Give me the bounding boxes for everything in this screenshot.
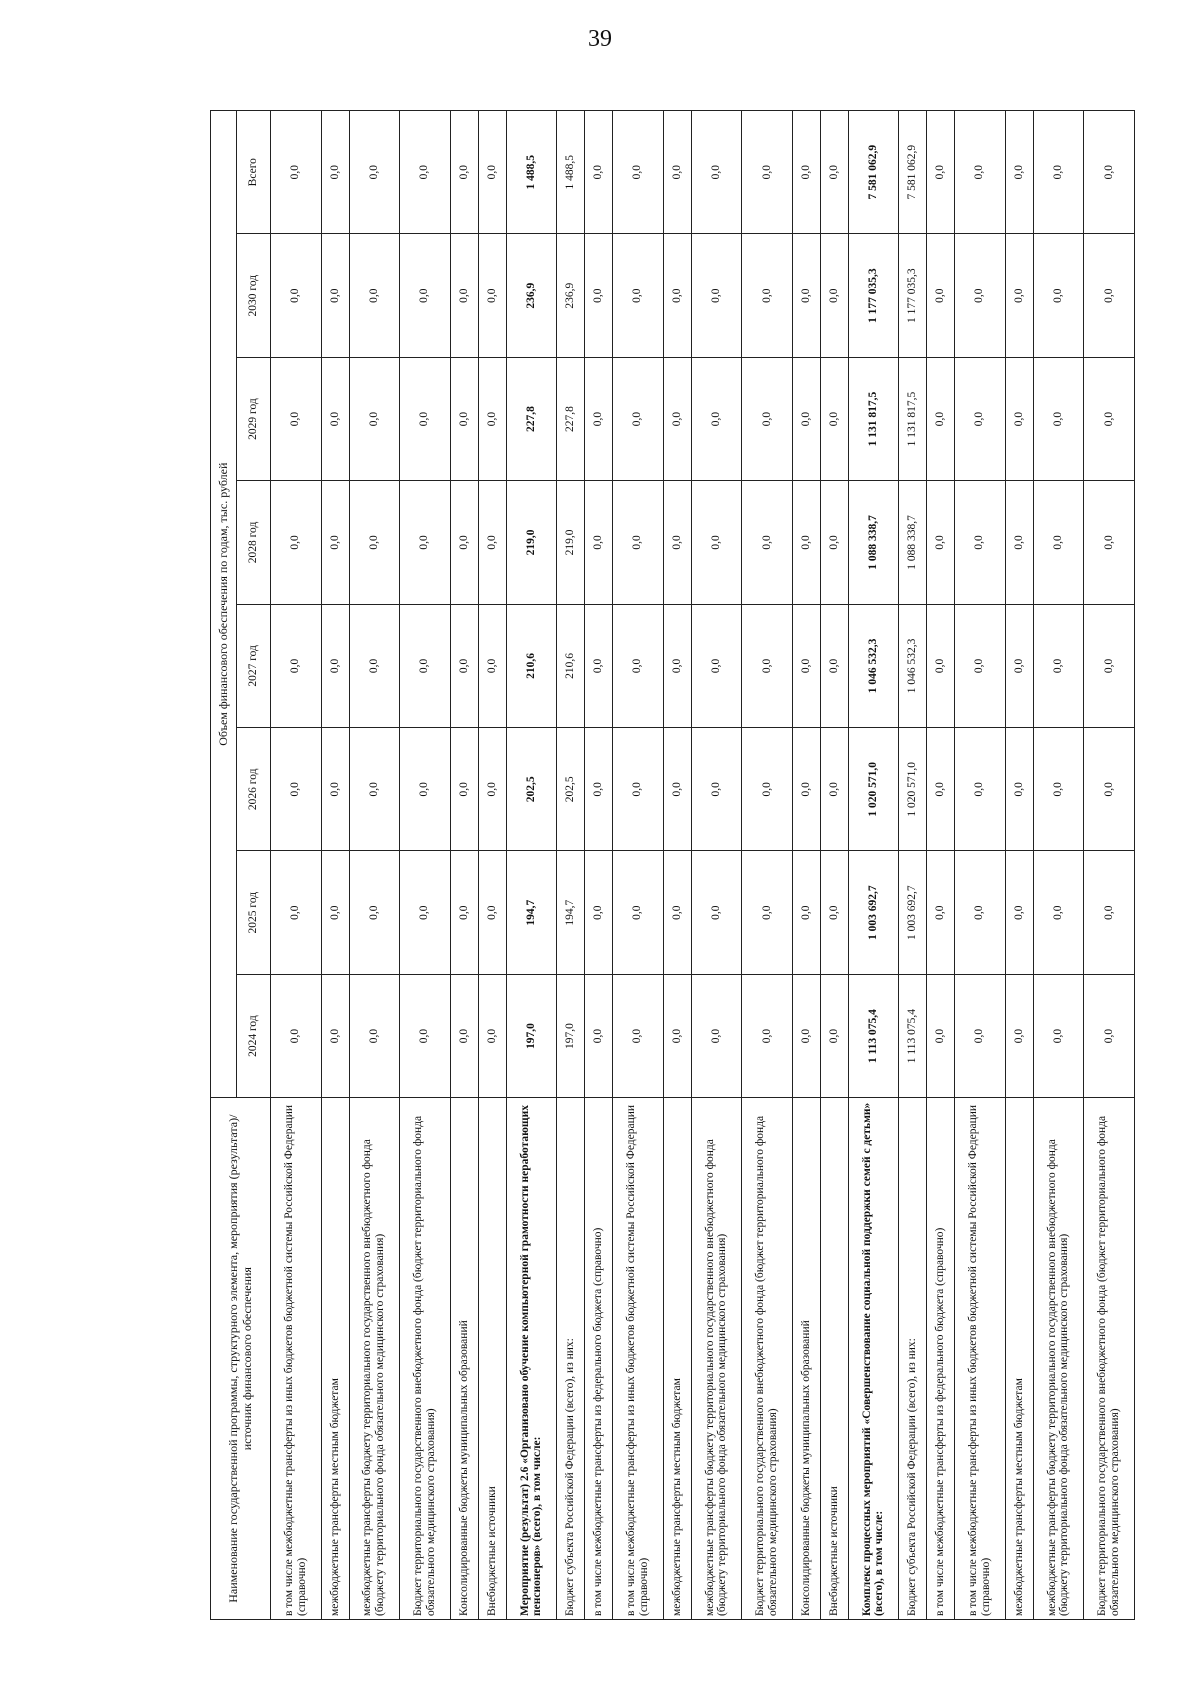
row-value: 0,0: [955, 974, 1006, 1097]
row-value: 0,0: [585, 357, 613, 480]
row-value: 0,0: [663, 481, 691, 604]
row-value: 0,0: [321, 728, 349, 851]
row-value: 236,9: [557, 234, 585, 357]
row-value: 0,0: [613, 234, 664, 357]
row-value: 0,0: [613, 111, 664, 234]
row-value: 7 581 062,9: [848, 111, 899, 234]
table-row: [848, 111, 899, 1620]
table-body: [271, 111, 1135, 1620]
table-row: [820, 111, 848, 1620]
row-value: 0,0: [450, 851, 478, 974]
header-financing-group: Объем финансового обеспечения по годам, тыс. рублей: [211, 111, 237, 1098]
header-year: 2026 год: [237, 728, 271, 851]
row-value: 1 046 532,3: [899, 604, 927, 727]
row-name: межбюджетные трансферты местным бюджетам: [1005, 1098, 1033, 1620]
row-value: 0,0: [1005, 728, 1033, 851]
row-value: 0,0: [820, 234, 848, 357]
row-value: 0,0: [1084, 728, 1135, 851]
table-row: [1005, 111, 1033, 1620]
table-row: [506, 111, 557, 1620]
row-value: 0,0: [1033, 604, 1084, 727]
row-value: 0,0: [1033, 974, 1084, 1097]
row-value: 0,0: [1005, 851, 1033, 974]
row-value: 0,0: [1084, 357, 1135, 480]
row-value: 0,0: [742, 111, 793, 234]
row-value: 202,5: [506, 728, 557, 851]
row-value: 0,0: [1084, 111, 1135, 234]
rotated-table-container: [210, 110, 1135, 1620]
header-year: Всего: [237, 111, 271, 234]
row-value: 0,0: [271, 481, 322, 604]
row-value: 0,0: [691, 357, 742, 480]
table-row: [742, 111, 793, 1620]
row-value: 0,0: [1033, 851, 1084, 974]
row-value: 0,0: [792, 357, 820, 480]
row-name: в том числе межбюджетные трансферты из федерального бюджета (справочно): [585, 1098, 613, 1620]
row-name: Мероприятие (результат) 2.6 «Организовано обучение компьютерной грамотности неработающих пенсионеров» (всего), в том числе:: [506, 1098, 557, 1620]
table-row: [792, 111, 820, 1620]
table-row: [557, 111, 585, 1620]
row-value: 0,0: [792, 234, 820, 357]
row-value: 0,0: [349, 234, 400, 357]
row-value: 0,0: [1005, 974, 1033, 1097]
row-value: 0,0: [927, 974, 955, 1097]
header-name-column: Наименование государственной программы, структурного элемента, мероприятия (результата)/источник финансового обеспечения: [211, 1098, 271, 1620]
row-value: 0,0: [349, 851, 400, 974]
row-value: 0,0: [450, 234, 478, 357]
row-value: 0,0: [613, 851, 664, 974]
row-value: 0,0: [613, 357, 664, 480]
row-value: 0,0: [820, 728, 848, 851]
row-value: 0,0: [478, 111, 506, 234]
row-value: 0,0: [321, 851, 349, 974]
row-name: межбюджетные трансферты местным бюджетам: [321, 1098, 349, 1620]
table-row: [585, 111, 613, 1620]
row-value: 0,0: [820, 111, 848, 234]
row-value: 0,0: [400, 481, 451, 604]
rotated-table: [210, 110, 1135, 1620]
row-value: 0,0: [1005, 604, 1033, 727]
row-value: 0,0: [820, 851, 848, 974]
table-row: [1033, 111, 1084, 1620]
row-value: 0,0: [1033, 481, 1084, 604]
table-row: [899, 111, 927, 1620]
row-value: 1 020 571,0: [848, 728, 899, 851]
row-value: 0,0: [792, 974, 820, 1097]
row-value: 0,0: [820, 357, 848, 480]
row-value: 1 046 532,3: [848, 604, 899, 727]
row-value: 0,0: [478, 728, 506, 851]
row-name: в том числе межбюджетные трансферты из федерального бюджета (справочно): [927, 1098, 955, 1620]
row-value: 1 088 338,7: [899, 481, 927, 604]
row-value: 0,0: [927, 357, 955, 480]
table-row: [450, 111, 478, 1620]
row-value: 0,0: [349, 604, 400, 727]
row-name: Бюджет территориального государственного внебюджетного фонда (бюджет территориального фонда обязательного медицинского страхования): [742, 1098, 793, 1620]
row-value: 0,0: [450, 604, 478, 727]
header-year: 2027 год: [237, 604, 271, 727]
row-value: 0,0: [271, 851, 322, 974]
row-value: 1 488,5: [506, 111, 557, 234]
row-name: Бюджет территориального государственного внебюджетного фонда (бюджет территориального фонда обязательного медицинского страхования): [400, 1098, 451, 1620]
table-row: [478, 111, 506, 1620]
row-value: 0,0: [955, 234, 1006, 357]
row-value: 0,0: [663, 111, 691, 234]
row-value: 0,0: [585, 481, 613, 604]
financing-table: [210, 110, 1135, 1620]
row-value: 0,0: [742, 357, 793, 480]
header-year: 2030 год: [237, 234, 271, 357]
row-value: 0,0: [400, 111, 451, 234]
row-value: 0,0: [663, 728, 691, 851]
row-value: 0,0: [1033, 357, 1084, 480]
row-name: Внебюджетные источники: [478, 1098, 506, 1620]
row-value: 197,0: [557, 974, 585, 1097]
row-value: 0,0: [450, 357, 478, 480]
row-value: 210,6: [506, 604, 557, 727]
row-value: 0,0: [349, 481, 400, 604]
row-value: 0,0: [585, 234, 613, 357]
row-value: 227,8: [557, 357, 585, 480]
row-name: Бюджет территориального государственного внебюджетного фонда (бюджет территориального фонда обязательного медицинского страхования): [1084, 1098, 1135, 1620]
row-value: 0,0: [585, 111, 613, 234]
table-row: [349, 111, 400, 1620]
row-value: 0,0: [742, 604, 793, 727]
row-value: 197,0: [506, 974, 557, 1097]
row-value: 1 177 035,3: [899, 234, 927, 357]
table-row: [613, 111, 664, 1620]
row-value: 0,0: [585, 974, 613, 1097]
row-value: 0,0: [792, 851, 820, 974]
row-value: 0,0: [271, 111, 322, 234]
row-value: 0,0: [927, 481, 955, 604]
table-row: [400, 111, 451, 1620]
row-name: межбюджетные трансферты местным бюджетам: [663, 1098, 691, 1620]
row-value: 0,0: [478, 974, 506, 1097]
row-value: 0,0: [663, 234, 691, 357]
row-value: 0,0: [321, 234, 349, 357]
row-value: 0,0: [927, 728, 955, 851]
row-value: 202,5: [557, 728, 585, 851]
table-row: [927, 111, 955, 1620]
row-name: в том числе межбюджетные трансферты из иных бюджетов бюджетной системы Российской Федерации (справочно): [955, 1098, 1006, 1620]
row-name: Бюджет субъекта Российской Федерации (всего), из них:: [899, 1098, 927, 1620]
row-value: 0,0: [691, 234, 742, 357]
row-value: 1 020 571,0: [899, 728, 927, 851]
row-value: 0,0: [1005, 481, 1033, 604]
row-value: 1 131 817,5: [899, 357, 927, 480]
row-value: 0,0: [927, 851, 955, 974]
row-value: 0,0: [400, 851, 451, 974]
row-value: 0,0: [955, 851, 1006, 974]
row-value: 0,0: [792, 604, 820, 727]
row-value: 0,0: [691, 974, 742, 1097]
row-value: 0,0: [742, 728, 793, 851]
row-value: 0,0: [271, 728, 322, 851]
row-value: 0,0: [613, 481, 664, 604]
row-value: 0,0: [792, 481, 820, 604]
row-value: 0,0: [1005, 357, 1033, 480]
row-value: 0,0: [1033, 111, 1084, 234]
row-value: 0,0: [613, 728, 664, 851]
table-row: [1084, 111, 1135, 1620]
row-value: 0,0: [321, 481, 349, 604]
row-value: 0,0: [321, 974, 349, 1097]
row-value: 0,0: [450, 481, 478, 604]
row-value: 0,0: [349, 728, 400, 851]
table-header: [211, 111, 271, 1620]
row-value: 1 003 692,7: [899, 851, 927, 974]
page-number: 39: [588, 26, 612, 52]
row-value: 0,0: [321, 357, 349, 480]
row-value: 0,0: [613, 974, 664, 1097]
row-value: 0,0: [663, 604, 691, 727]
row-value: 0,0: [955, 604, 1006, 727]
row-value: 0,0: [955, 481, 1006, 604]
row-value: 210,6: [557, 604, 585, 727]
row-value: 0,0: [478, 851, 506, 974]
row-value: 0,0: [742, 974, 793, 1097]
row-value: 7 581 062,9: [899, 111, 927, 234]
row-value: 0,0: [585, 851, 613, 974]
row-value: 0,0: [478, 234, 506, 357]
row-value: 0,0: [663, 851, 691, 974]
row-value: 0,0: [271, 974, 322, 1097]
row-value: 0,0: [742, 481, 793, 604]
row-value: 0,0: [450, 974, 478, 1097]
row-value: 0,0: [955, 357, 1006, 480]
table-row: [271, 111, 322, 1620]
row-value: 1 131 817,5: [848, 357, 899, 480]
row-value: 0,0: [792, 111, 820, 234]
row-name: Комплекс процессных мероприятий «Совершенствование социальной поддержки семей с детьми» (всего), в том числе:: [848, 1098, 899, 1620]
row-value: 194,7: [557, 851, 585, 974]
row-value: 0,0: [927, 234, 955, 357]
row-value: 0,0: [820, 604, 848, 727]
row-value: 0,0: [1084, 604, 1135, 727]
row-value: 1 177 035,3: [848, 234, 899, 357]
row-value: 0,0: [955, 111, 1006, 234]
row-value: 0,0: [691, 728, 742, 851]
row-value: 0,0: [1084, 851, 1135, 974]
row-value: 0,0: [955, 728, 1006, 851]
row-name: межбюджетные трансферты бюджету территориального государственного внебюджетного фонда (бюджету территориального фонда обязательного медицинского страхования): [691, 1098, 742, 1620]
row-value: 0,0: [742, 851, 793, 974]
row-value: 0,0: [927, 604, 955, 727]
header-year: 2024 год: [237, 974, 271, 1097]
row-value: 0,0: [742, 234, 793, 357]
row-value: 0,0: [1005, 111, 1033, 234]
row-value: 0,0: [400, 728, 451, 851]
row-value: 0,0: [271, 357, 322, 480]
row-value: 0,0: [349, 357, 400, 480]
row-value: 0,0: [1005, 234, 1033, 357]
row-name: Консолидированные бюджеты муниципальных образований: [450, 1098, 478, 1620]
row-value: 0,0: [1033, 234, 1084, 357]
row-name: в том числе межбюджетные трансферты из иных бюджетов бюджетной системы Российской Федерации (справочно): [271, 1098, 322, 1620]
row-value: 0,0: [1084, 234, 1135, 357]
row-value: 0,0: [927, 111, 955, 234]
row-value: 0,0: [349, 974, 400, 1097]
row-value: 0,0: [1084, 974, 1135, 1097]
header-year: 2025 год: [237, 851, 271, 974]
header-year: 2028 год: [237, 481, 271, 604]
row-name: Консолидированные бюджеты муниципальных образований: [792, 1098, 820, 1620]
row-value: 0,0: [400, 357, 451, 480]
row-value: 0,0: [321, 111, 349, 234]
row-value: 1 488,5: [557, 111, 585, 234]
row-value: 0,0: [271, 234, 322, 357]
table-row: [691, 111, 742, 1620]
header-year: 2029 год: [237, 357, 271, 480]
row-value: 194,7: [506, 851, 557, 974]
row-value: 0,0: [691, 604, 742, 727]
table-row: [955, 111, 1006, 1620]
row-value: 219,0: [506, 481, 557, 604]
row-value: 0,0: [1084, 481, 1135, 604]
row-value: 236,9: [506, 234, 557, 357]
row-value: 0,0: [585, 728, 613, 851]
table-row: [321, 111, 349, 1620]
row-name: межбюджетные трансферты бюджету территориального государственного внебюджетного фонда (бюджету территориального фонда обязательного медицинского страхования): [349, 1098, 400, 1620]
row-value: 0,0: [585, 604, 613, 727]
row-value: 0,0: [663, 357, 691, 480]
row-value: 0,0: [663, 974, 691, 1097]
row-name: в том числе межбюджетные трансферты из иных бюджетов бюджетной системы Российской Федерации (справочно): [613, 1098, 664, 1620]
row-value: 0,0: [691, 851, 742, 974]
row-value: 0,0: [349, 111, 400, 234]
row-value: 0,0: [478, 481, 506, 604]
row-value: 0,0: [400, 974, 451, 1097]
row-value: 0,0: [820, 481, 848, 604]
table-row: [663, 111, 691, 1620]
row-value: 0,0: [450, 728, 478, 851]
row-value: 0,0: [820, 974, 848, 1097]
row-value: 1 003 692,7: [848, 851, 899, 974]
row-value: 0,0: [400, 604, 451, 727]
row-value: 0,0: [1033, 728, 1084, 851]
row-value: 0,0: [400, 234, 451, 357]
row-value: 0,0: [691, 111, 742, 234]
row-value: 1 088 338,7: [848, 481, 899, 604]
row-name: Бюджет субъекта Российской Федерации (всего), из них:: [557, 1098, 585, 1620]
row-name: Внебюджетные источники: [820, 1098, 848, 1620]
row-value: 0,0: [478, 357, 506, 480]
row-value: 0,0: [613, 604, 664, 727]
row-value: 1 113 075,4: [899, 974, 927, 1097]
row-value: 0,0: [691, 481, 742, 604]
row-value: 1 113 075,4: [848, 974, 899, 1097]
row-value: 0,0: [450, 111, 478, 234]
row-name: межбюджетные трансферты бюджету территориального государственного внебюджетного фонда (бюджету территориального фонда обязательного медицинского страхования): [1033, 1098, 1084, 1620]
row-value: 0,0: [478, 604, 506, 727]
row-value: 219,0: [557, 481, 585, 604]
row-value: 227,8: [506, 357, 557, 480]
row-value: 0,0: [792, 728, 820, 851]
row-value: 0,0: [321, 604, 349, 727]
row-value: 0,0: [271, 604, 322, 727]
